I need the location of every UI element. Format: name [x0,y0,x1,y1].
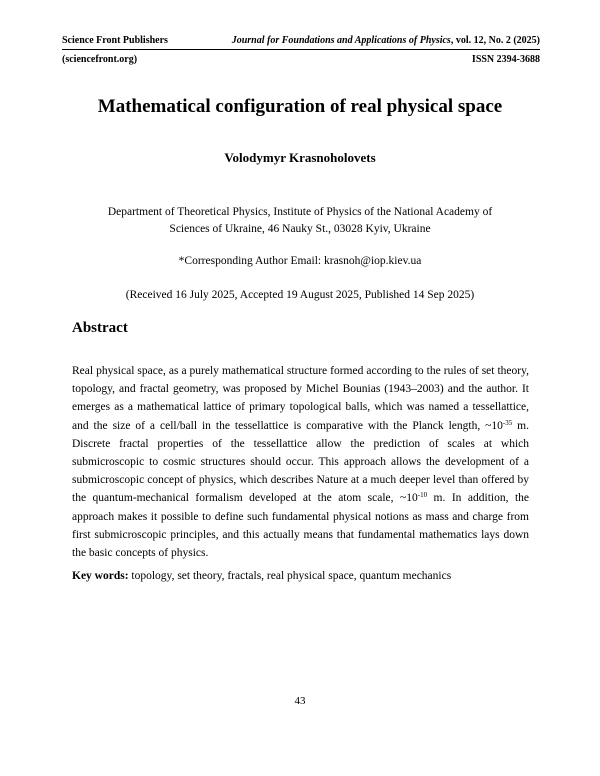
corresponding-email: *Corresponding Author Email: krasnoh@iop.kiev.ua [178,255,422,267]
atom-scale-exponent: -10 [417,491,428,500]
abstract-body [72,362,529,562]
journal-citation [232,35,540,46]
keywords-label: Key words: [72,570,129,582]
abstract-text-1: Real physical space, as a purely mathematical structure formed according to the rules of set theory, topology, and fractal geometry, was proposed by Michel Bounias (1943–2003) and the author. It emerges as a mathematical lattice of primary topological balls, which was named a tessellattice, and the size of a cell/ball in the tessellattice is comparative with the Planck length, ~10 [72,365,529,432]
abstract-text-2: m. Discrete fractal properties of the tessellattice allow the prediction of scales at which submicroscopic to cosmic structures should occur. This approach allows the development of a submicroscopic concept of physics, which describes Nature at a much deeper level than offered by the quantum-mechanical formalism developed at the atom scale, ~10 [72,419,529,505]
abstract-heading: Abstract [72,320,128,336]
publisher-site: (sciencefront.org) [62,54,138,65]
page-number: 43 [294,695,306,707]
abstract-text-3: m. In addition, the approach makes it possible to define such fundamental physical notions as mass and charge from first submicroscopic principles, and this actually means that fundamental mathematics lays down the basic concepts of physics. [72,492,529,560]
running-subheader [62,54,540,68]
publication-dates: (Received 16 July 2025, Accepted 19 August 2025, Published 14 Sep 2025) [125,289,475,301]
publisher-name: Science Front Publishers [62,35,168,46]
keywords [72,570,542,582]
header-divider [62,49,540,50]
planck-exponent: -35 [502,418,513,427]
keywords-text: topology, set theory, fractals, real physical space, quantum mechanics [128,570,452,582]
issn: ISSN 2394-3688 [471,54,540,65]
running-header [62,35,540,49]
journal-volume: , vol. 12, No. 2 (2025) [450,35,540,46]
journal-name: Journal for Foundations and Applications of Physics [231,35,451,46]
article-title: Mathematical configuration of real physical space [97,96,503,117]
article-author: Volodymyr Krasnoholovets [224,150,376,165]
author-affiliation: Department of Theoretical Physics, Institute of Physics of the National Academy of Sciences of Ukraine, 46 Nauky St., 03028 Kyiv, Ukraine [107,206,493,235]
